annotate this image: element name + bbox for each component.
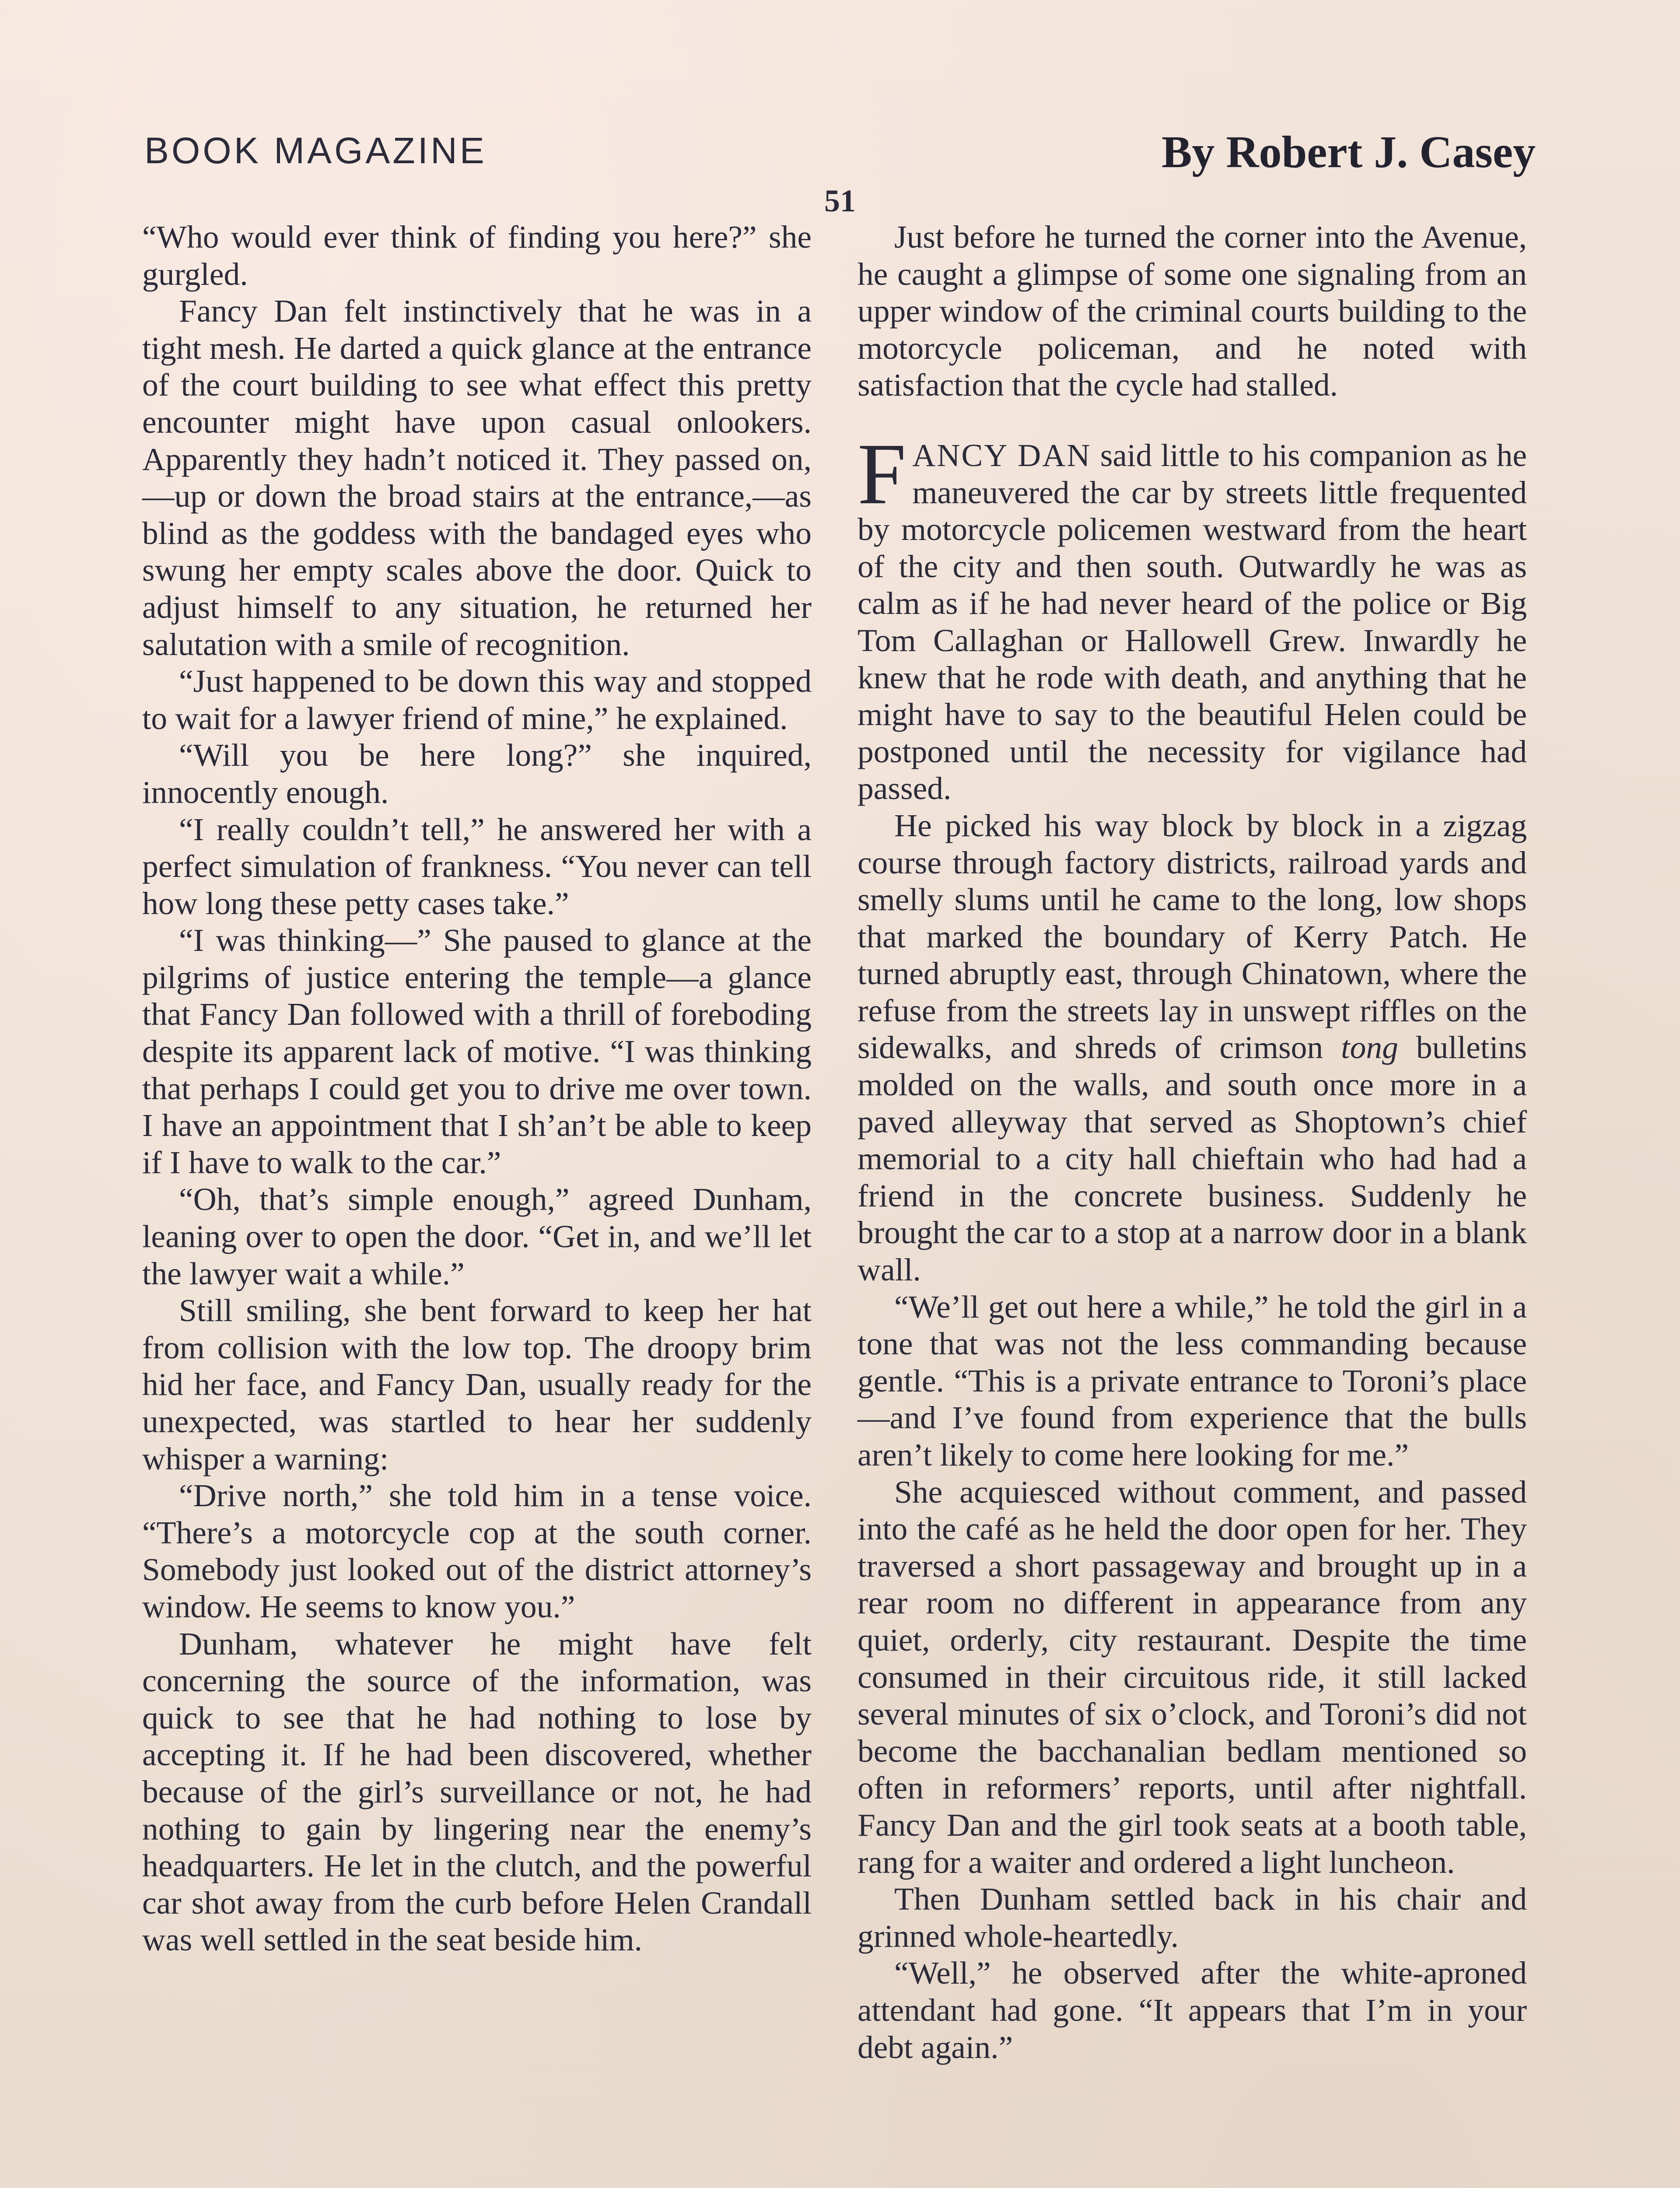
page-number: 51 bbox=[824, 183, 856, 218]
section-break bbox=[858, 404, 1527, 437]
paragraph: “I was thinking—” She paused to glance at the pilgrims of justice entering the temple—a glance that Fancy Dan followed with a thrill of foreboding despite its apparent lack of motive. “I was thinking that perhaps I could get you to drive me over town. I have an appointment that I sh’an’t be able to keep if I have to walk to the car.” bbox=[142, 922, 812, 1180]
paragraph-text: bulletins molded on the walls, and south once more in a paved alleyway that served as Shoptown’s chief memorial to a city hall chieftain who had had a friend in the concrete business. Suddenly he brought the car to a stop at a narrow door in a blank wall. bbox=[858, 1030, 1527, 1288]
paragraph: Still smiling, she bent forward to keep her hat from collision with the low top. The droopy brim hid her face, and Fancy Dan, usually ready for the unexpected, was startled to hear her suddenly whisper a warning: bbox=[142, 1293, 812, 1476]
paragraph: Then Dunham settled back in his chair and grinned whole-heartedly. bbox=[858, 1881, 1527, 1954]
paragraph: She acquiesced without comment, and passed into the café as he held the door open for her. They traversed a short passageway and brought up in a rear room no different in appearance from any quiet, orderly, city restaurant. Despite the time consumed in their circuitous ride, it still lacked several minutes of six o’clock, and Toroni’s did not become the bacchanalian bedlam mentioned so often in reformers’ reports, until after nightfall. Fancy Dan and the girl took seats at a booth table, rang for a waiter and ordered a light luncheon. bbox=[858, 1474, 1527, 1880]
drop-cap: F bbox=[858, 425, 906, 522]
paragraph: “We’ll get out here a while,” he told the girl in a tone that was not the less commanding because gentle. “This is a private entrance to Toroni’s place—and I’ve found from experience that the bulls aren’t likely to come here looking for me.” bbox=[858, 1289, 1527, 1473]
paragraph: “Who would ever think of finding you here?” she gurgled. bbox=[142, 219, 812, 292]
paragraph: “Just happened to be down this way and stopped to wait for a lawyer friend of mine,” he explained. bbox=[142, 663, 812, 736]
left-column bbox=[142, 219, 812, 1959]
paragraph-text: said little to his companion as he maneuvered the car by streets little frequented by motorcycle policemen westward from the heart of the city and then south. Outwardly he was as calm as if he had never heard of the police or Big Tom Callaghan or Hallowell Grew. Inwardly he knew that he rode with death, and anything that he might have to say to the beautiful Helen could be postponed until the necessity for vigilance had passed. bbox=[858, 437, 1527, 806]
paragraph: “Oh, that’s simple enough,” agreed Dunham, leaning over to open the door. “Get in, and we’ll let the lawyer wait a while.” bbox=[142, 1182, 812, 1291]
paragraph: Dunham, whatever he might have felt concerning the source of the information, was quick to see that he had nothing to lose by accepting it. If he had been discovered, whether because of the girl’s surveillance or not, he had nothing to gain by lingering near the enemy’s headquarters. He let in the clutch, and the powerful car shot away from the curb before Helen Crandall was well settled in the seat beside him. bbox=[142, 1626, 812, 1958]
paragraph bbox=[858, 807, 1527, 1289]
paragraph: Just before he turned the corner into the Avenue, he caught a glimpse of some one signaling from an upper window of the criminal courts building to the motorcycle policeman, and he noted with satisfaction that the cycle had stalled. bbox=[858, 219, 1527, 403]
italic-word: tong bbox=[1341, 1030, 1398, 1066]
paragraph: “Drive north,” she told him in a tense voice. “There’s a motorcycle cop at the south corner. Somebody just looked out of the district attorney’s window. He seems to know you.” bbox=[142, 1478, 812, 1624]
paragraph-text: He picked his way block by block in a zigzag course through factory districts, railroad yards and smelly slums until he came to the long, low shops that marked the boundary of Kerry Patch. He turned abruptly east, through Chinatown, where the refuse from the streets lay in unswept riffles on the sidewalks, and shreds of crimson bbox=[858, 807, 1527, 1066]
right-column bbox=[858, 219, 1527, 2066]
paragraph: “Well,” he observed after the white-aproned attendant had gone. “It appears that I’m in your debt again.” bbox=[858, 1955, 1527, 2065]
author-byline: By Robert J. Casey bbox=[1161, 127, 1536, 177]
paragraph: “I really couldn’t tell,” he answered her with a perfect simulation of frankness. “You never can tell how long these petty cases take.” bbox=[142, 811, 812, 921]
section-opening-paragraph bbox=[858, 425, 1527, 807]
magazine-title: BOOK MAGAZINE bbox=[144, 130, 487, 171]
small-caps-name: ANCY DAN bbox=[912, 437, 1092, 473]
paragraph: “Will you be here long?” she inquired, innocently enough. bbox=[142, 737, 812, 810]
paragraph: Fancy Dan felt instinctively that he was in a tight mesh. He darted a quick glance at the entrance of the court building to see what effect this pretty encounter might have upon casual onlookers. Apparently they hadn’t noticed it. They passed on,—up or down the broad stairs at the entrance,—as blind as the goddess with the bandaged eyes who swung her empty scales above the door. Quick to adjust himself to any situation, he returned her salutation with a smile of recognition. bbox=[142, 293, 812, 662]
